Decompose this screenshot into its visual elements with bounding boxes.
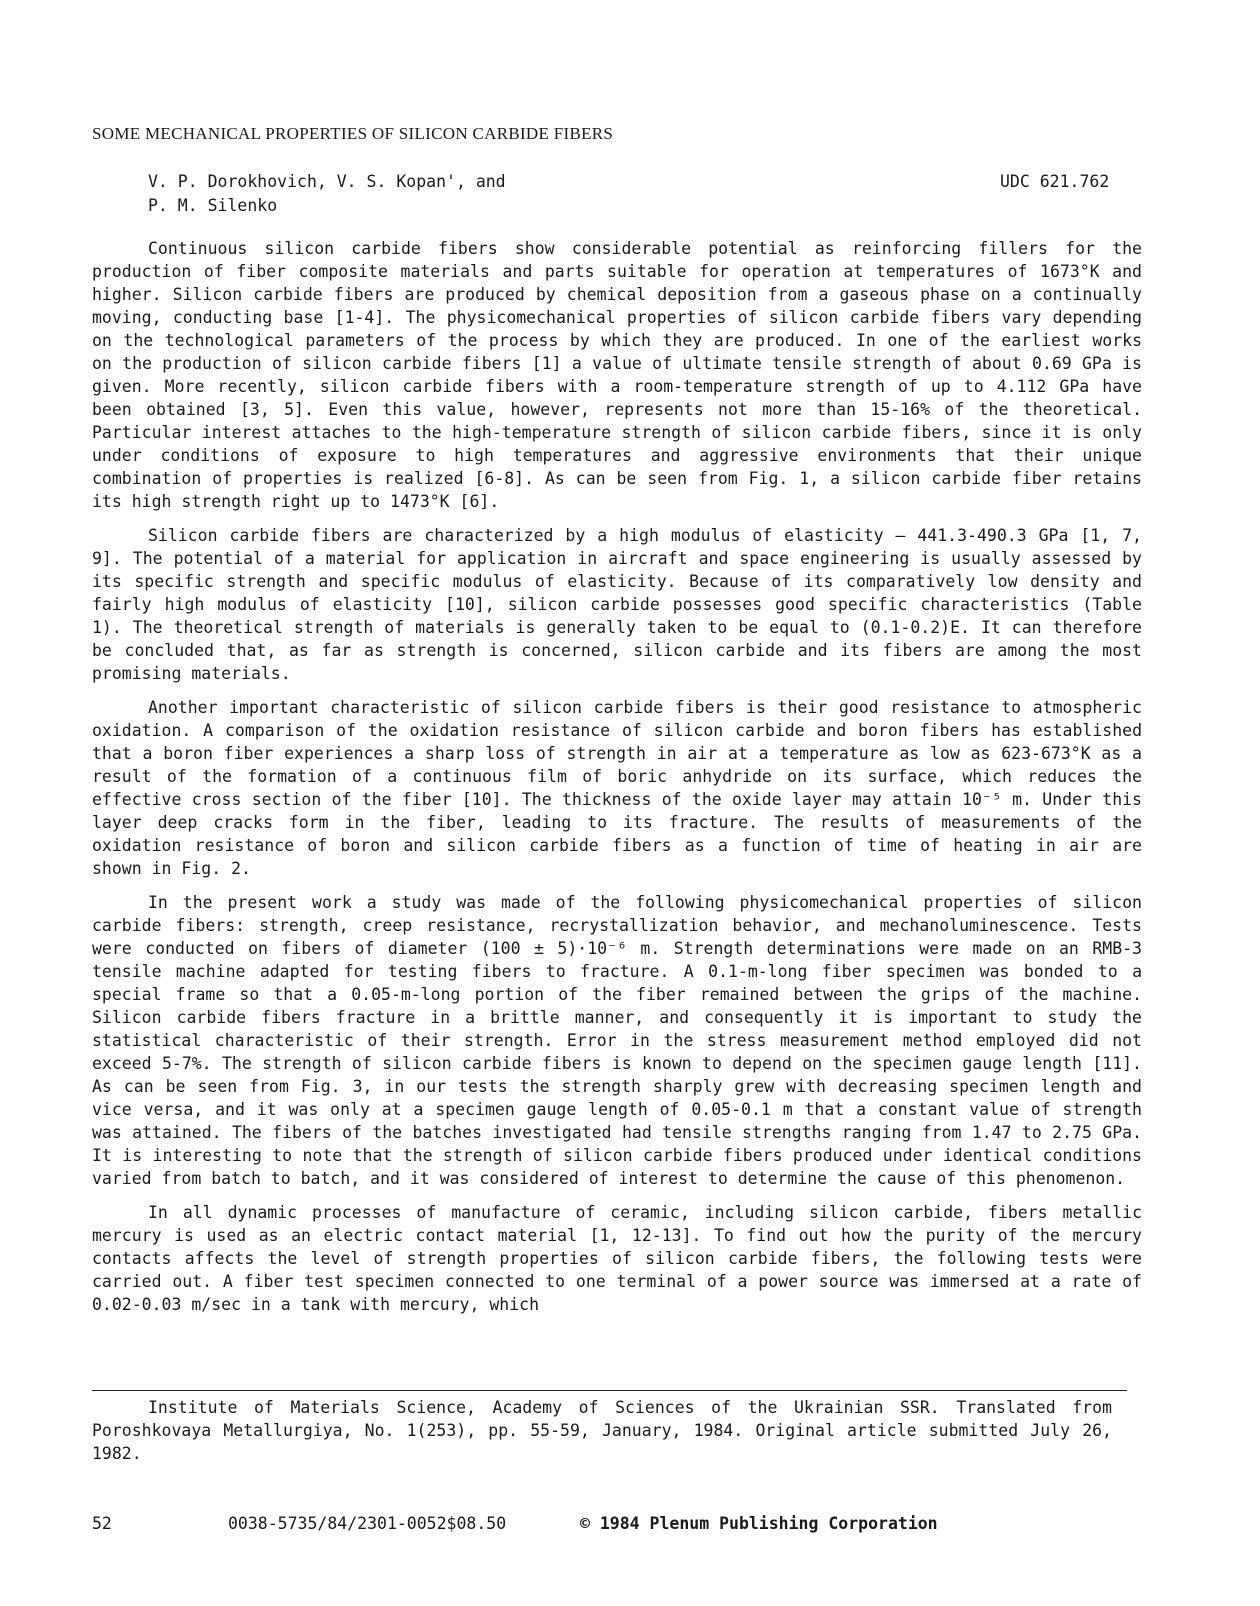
article-code: 0038-5735/84/2301-0052$08.50 — [228, 1514, 507, 1533]
body-paragraph: Silicon carbide fibers are characterized by a high modulus of elasticity — 441.3-490.3 GPa [1, 7, 9]. The potential of a material for application in aircraft and space engineering is usually assessed by its specific strength and specific modulus of elasticity. Because of its comparatively low density and fairly high modulus of elasticity [10], silicon carbide possesses good specific characteristics (Table 1). The theoretical strength of materials is generally taken to be equal to (0.1-0.2)E. It can therefore be concluded that, as far as strength is concerned, silicon carbide and its fibers are among the most promising materials. — [92, 526, 1142, 683]
article-title: SOME MECHANICAL PROPERTIES OF SILICON CARBIDE FIBERS — [92, 124, 614, 143]
body-paragraph: Another important characteristic of silicon carbide fibers is their good resistance to atmospheric oxidation. A comparison of the oxidation resistance of silicon carbide and boron fibers has established that a boron fiber experiences a sharp loss of strength in air at a temperature as low as 623-673°K as a result of the formation of a continuous film of boric anhydride on its surface, which reduces the effective cross section of the fiber [10]. The thickness of the oxide layer may attain 10⁻⁵ m. Under this layer deep cracks form in the fiber, leading to its fracture. The results of measurements of the oxidation resistance of boron and silicon carbide fibers as a function of time of heating in air are shown in Fig. 2. — [92, 698, 1142, 878]
footnote-divider — [92, 1390, 1127, 1391]
udc-code: UDC 621.762 — [1000, 172, 1110, 191]
footnote: Institute of Materials Science, Academy of Sciences of the Ukrainian SSR. Translated from Poroshkovaya Metallurgiya, No. 1(253), pp. 55-59, January, 1984. Original article submitted July 26, 1982. — [92, 1398, 1112, 1463]
article-authors — [148, 170, 528, 218]
body-paragraph: In the present work a study was made of the following physicomechanical properties of silicon carbide fibers: strength, creep resistance, recrystallization behavior, and mechanoluminescence. Tests were conducted on fibers of diameter (100 ± 5)·10⁻⁶ m. Strength determinations were made on an RMB-3 tensile machine adapted for testing fibers to fracture. A 0.1-m-long fiber specimen was bonded to a special frame so that a 0.05-m-long portion of the fiber remained between the grips of the machine. Silicon carbide fibers fracture in a brittle manner, and consequently it is important to study the statistical characteristic of their strength. Error in the stress measurement method employed did not exceed 5-7%. The strength of silicon carbide fibers is known to depend on the specimen gauge length [11]. As can be seen from Fig. 3, in our tests the strength sharply grew with decreasing specimen length and vice versa, and it was only at a specimen gauge length of 0.05-0.1 m that a constant value of strength was attained. The fibers of the batches investigated had tensile strengths ranging from 1.47 to 2.75 GPa. It is interesting to note that the strength of silicon carbide fibers produced under identical conditions varied from batch to batch, and it was considered of interest to determine the cause of this phenomenon. — [92, 893, 1142, 1188]
authors-text: V. P. Dorokhovich, V. S. Kopan', and P. M. Silenko — [148, 172, 506, 215]
body-paragraph: In all dynamic processes of manufacture of ceramic, including silicon carbide, fibers metallic mercury is used as an electric contact material [1, 12-13]. To find out how the purity of the mercury contacts affects the level of strength properties of silicon carbide fibers, the following tests were carried out. A fiber test specimen connected to one terminal of a power source was immersed at a rate of 0.02-0.03 m/sec in a tank with mercury, which — [92, 1203, 1142, 1314]
page-number: 52 — [92, 1514, 112, 1533]
copyright-line: © 1984 Plenum Publishing Corporation — [580, 1514, 938, 1533]
body-paragraph: Continuous silicon carbide fibers show considerable potential as reinforcing fillers for the production of fiber composite materials and parts suitable for operation at temperatures of 1673°K and higher. Silicon carbide fibers are produced by chemical deposition from a gaseous phase on a continually moving, conducting base [1-4]. The physicomechanical properties of silicon carbide fibers vary depending on the technological parameters of the process by which they are produced. In one of the earliest works on the production of silicon carbide fibers [1] a value of ultimate tensile strength of about 0.69 GPa is given. More recently, silicon carbide fibers with a room-temperature strength of up to 4.112 GPa have been obtained [3, 5]. Even this value, however, represents not more than 15-16% of the theoretical. Particular interest attaches to the high-temperature strength of silicon carbide fibers, since it is only under conditions of exposure to high temperatures and aggressive environments that their unique combination of properties is realized [6-8]. As can be seen from Fig. 1, a silicon carbide fiber retains its high strength right up to 1473°K [6]. — [92, 239, 1142, 511]
article-body — [92, 237, 1142, 1327]
